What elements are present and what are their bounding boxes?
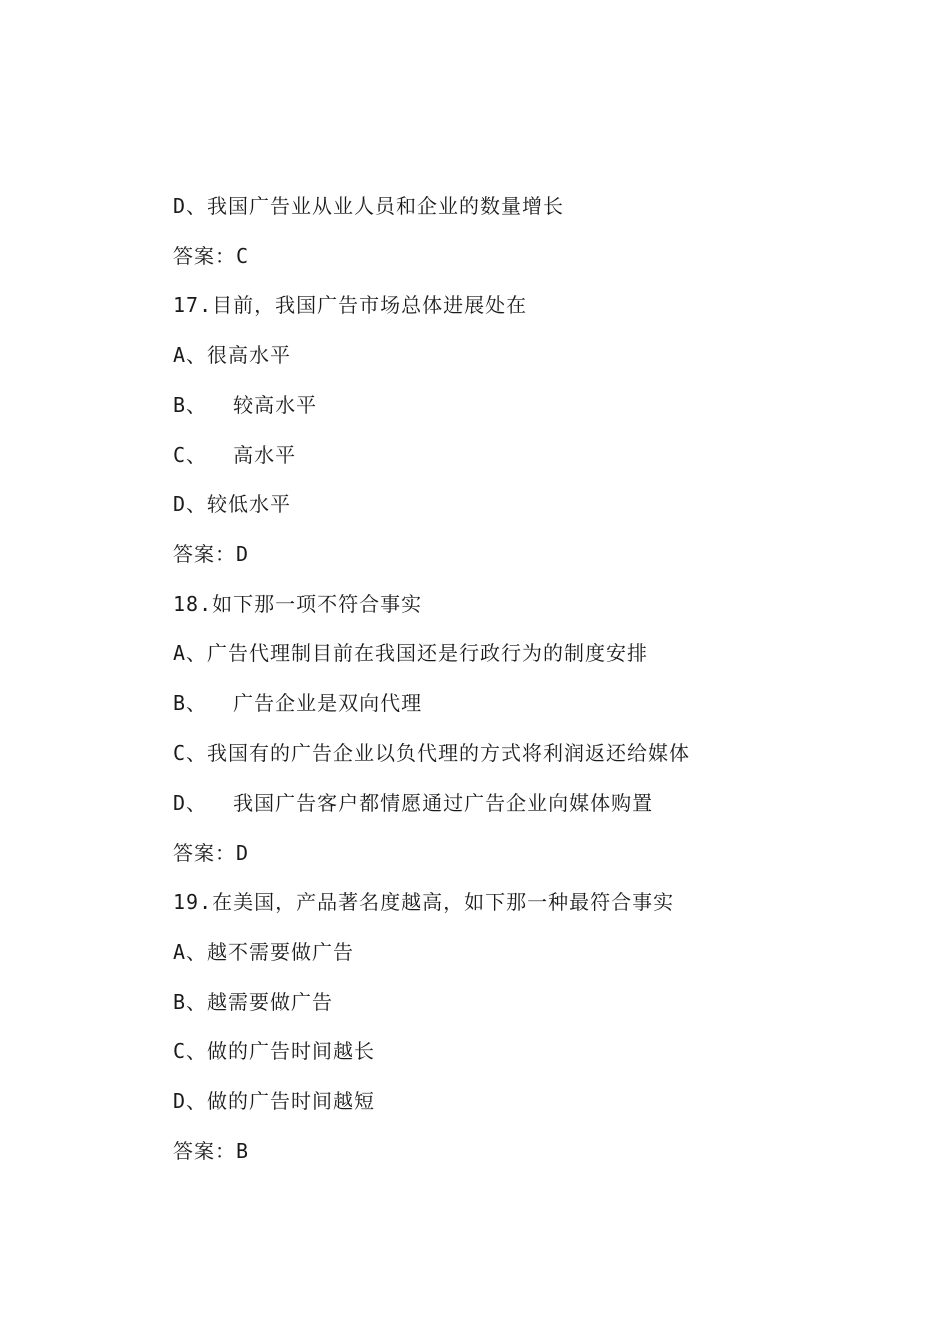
q17-answer: 答案：D <box>173 542 250 566</box>
q17-question: 17.目前，我国广告市场总体进展处在 <box>173 293 528 317</box>
q18-option-b: B、 广告企业是双向代理 <box>173 691 423 715</box>
q18-option-d: D、 我国广告客户都情愿通过广告企业向媒体购置 <box>173 791 654 815</box>
q19-question: 19.在美国，产品著名度越高，如下那一种最符合事实 <box>173 890 675 914</box>
q19-option-c: C、做的广告时间越长 <box>173 1039 376 1063</box>
q19-option-d: D、做的广告时间越短 <box>173 1089 376 1113</box>
q18-answer: 答案：D <box>173 841 250 865</box>
q18-option-a: A、广告代理制目前在我国还是行政行为的制度安排 <box>173 641 649 665</box>
q16-option-d: D、我国广告业从业人员和企业的数量增长 <box>173 194 565 218</box>
q17-option-d: D、较低水平 <box>173 492 292 516</box>
q18-option-c: C、我国有的广告企业以负代理的方式将利润返还给媒体 <box>173 741 691 765</box>
q17-option-c: C、 高水平 <box>173 443 297 467</box>
q17-option-a: A、很高水平 <box>173 343 292 367</box>
q17-option-b: B、 较高水平 <box>173 393 318 417</box>
q16-answer: 答案：C <box>173 244 250 268</box>
q19-option-b: B、越需要做广告 <box>173 990 334 1014</box>
q19-answer: 答案：B <box>173 1139 250 1163</box>
q18-question: 18.如下那一项不符合事实 <box>173 592 423 616</box>
q19-option-a: A、越不需要做广告 <box>173 940 355 964</box>
